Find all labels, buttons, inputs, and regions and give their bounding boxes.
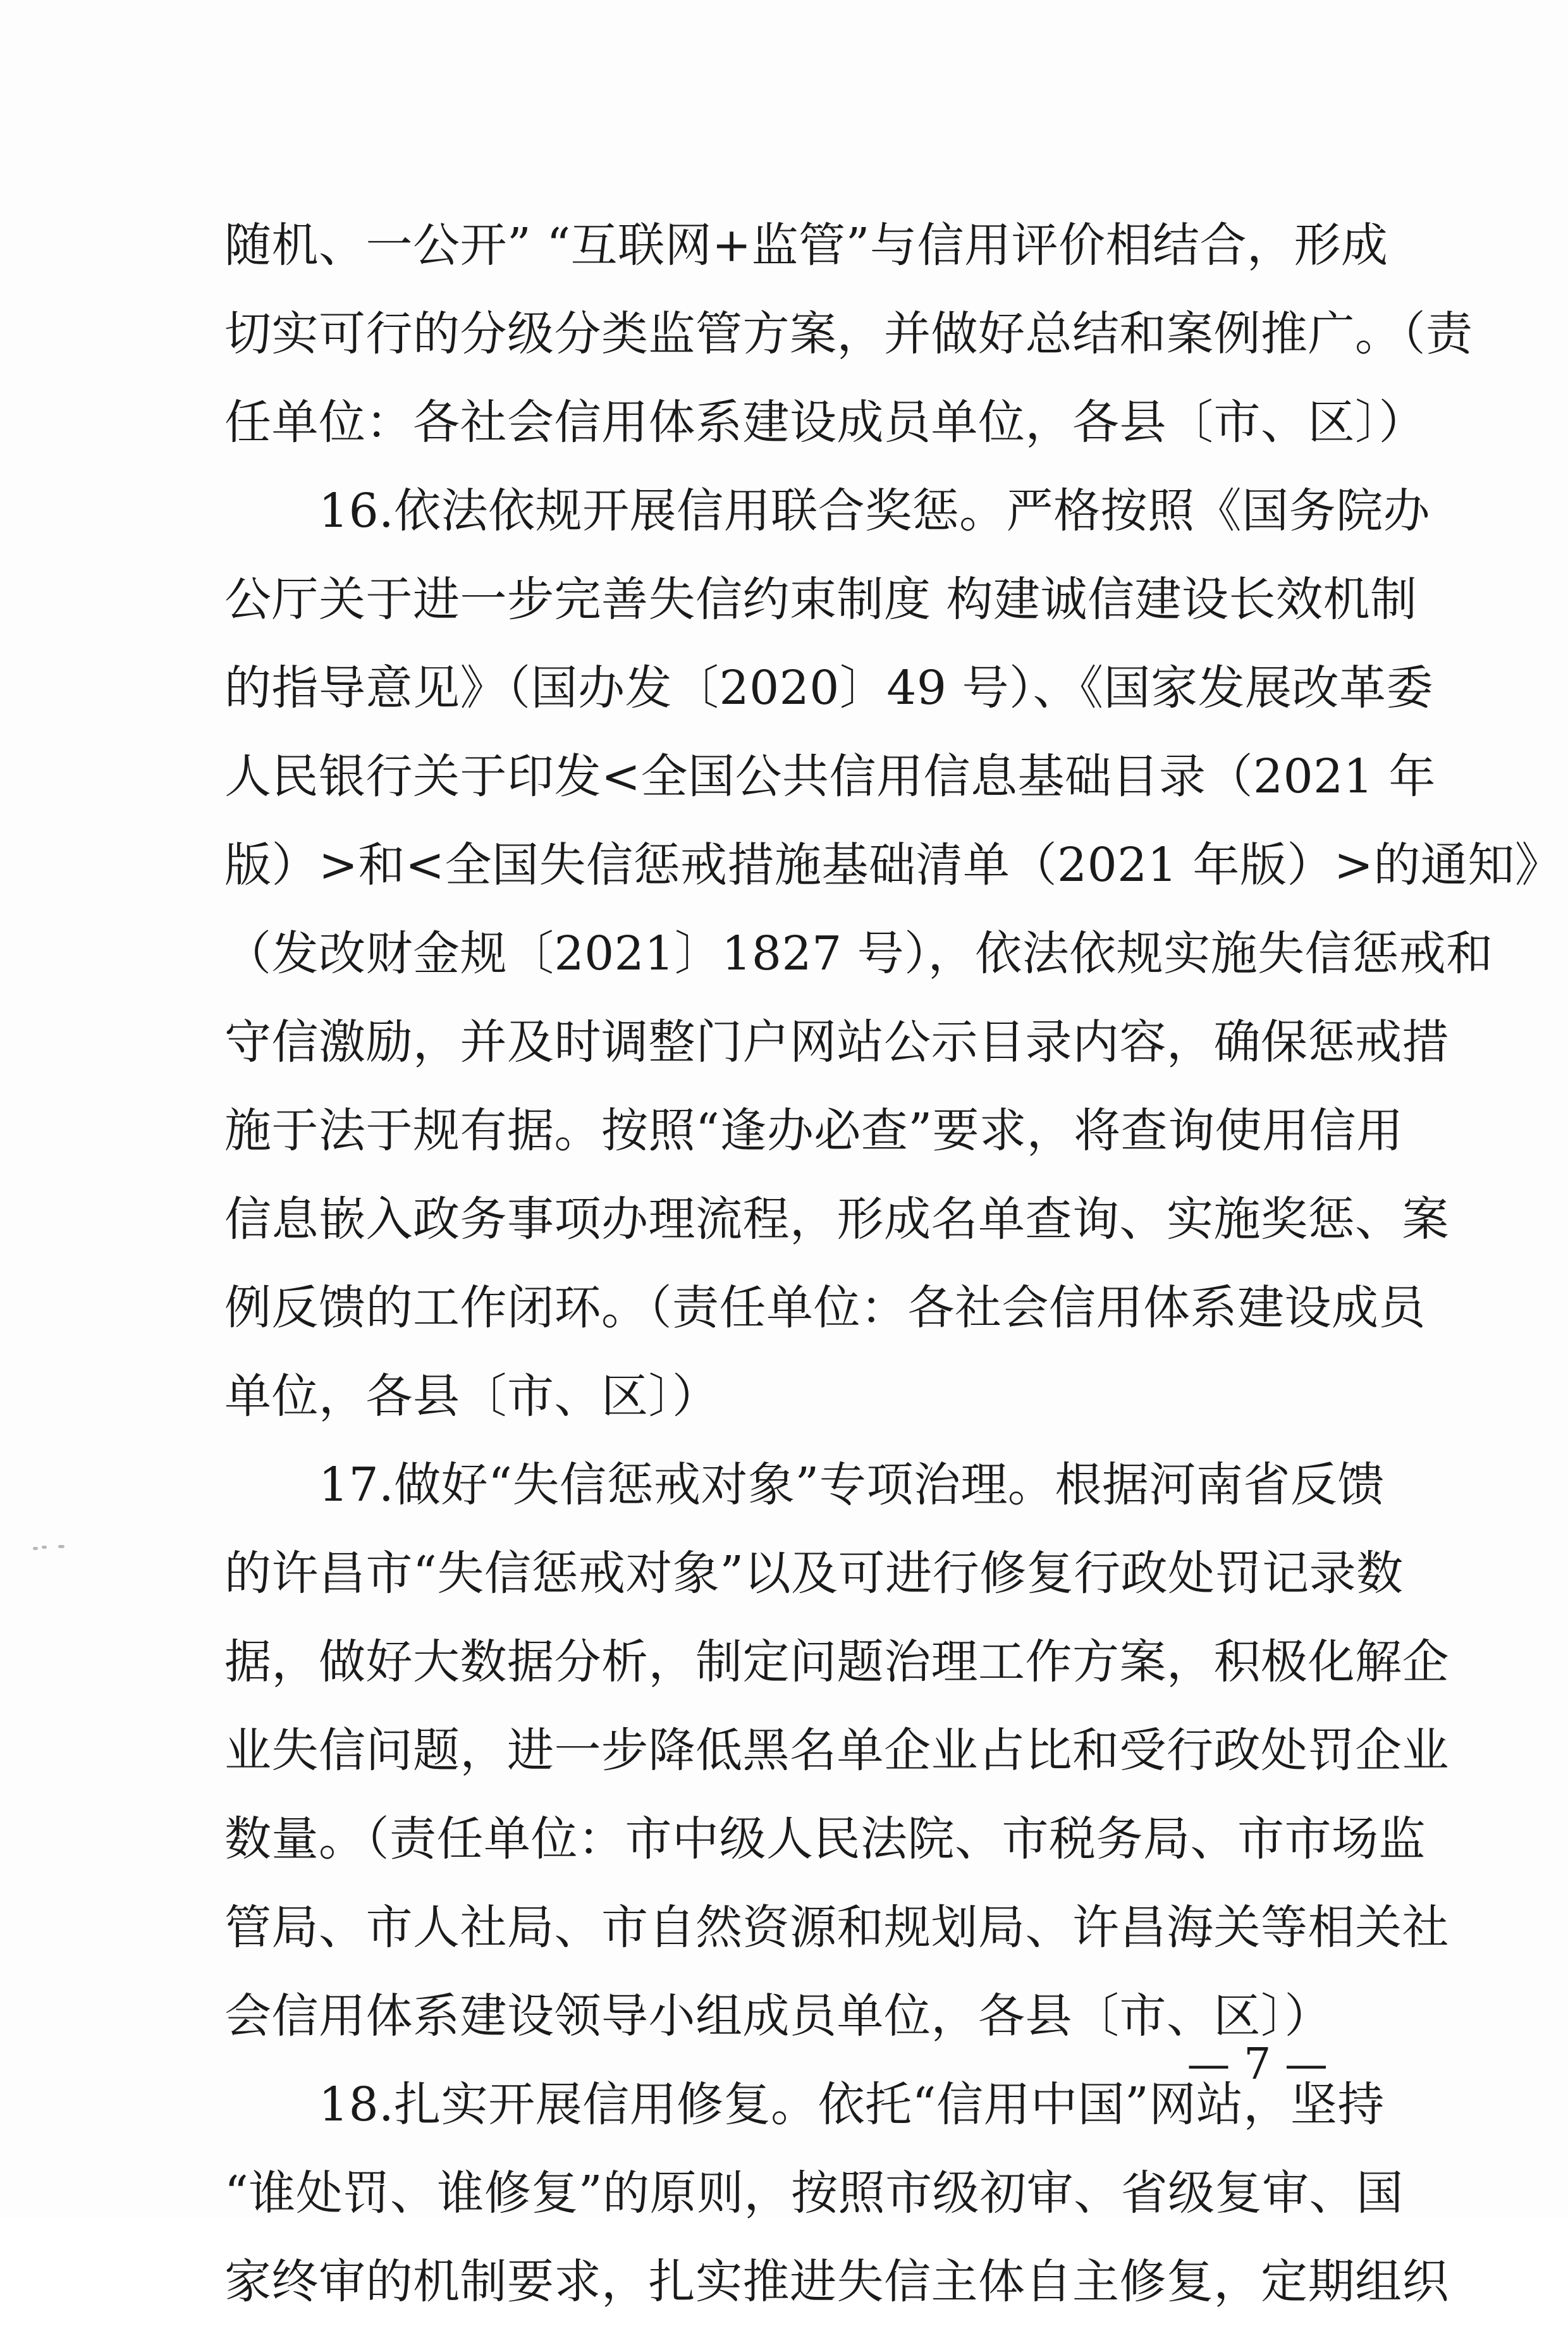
- text-line: 守信激励，并及时调整门户网站公示目录内容，确保惩戒措: [224, 1015, 1449, 1069]
- text-line: 的指导意见》（国办发〔2020〕49 号）、《国家发展改革委: [224, 661, 1434, 715]
- text-line: 的许昌市“失信惩戒对象”以及可进行修复行政处罚记录数: [224, 1546, 1404, 1601]
- text-line: 信息嵌入政务事项办理流程，形成名单查询、实施奖惩、案: [224, 1192, 1449, 1246]
- text-line: （发改财金规〔2021〕1827 号），依法依规实施失信惩戒和: [224, 926, 1493, 981]
- text-line: 任单位：各社会信用体系建设成员单位，各县〔市、区〕）: [224, 395, 1426, 450]
- scan-speck: [33, 1543, 83, 1556]
- text-line: 家终审的机制要求，扎实推进失信主体自主修复，定期组织: [224, 2255, 1449, 2309]
- body-text: [224, 201, 1562, 2326]
- paragraph-16-start: 16.依法依规开展信用联合奖惩。严格按照《国务院办: [224, 484, 1431, 538]
- text-line: 人民银行关于印发<全国公共信用信息基础目录（2021 年: [224, 749, 1436, 804]
- text-line: 业失信问题，进一步降低黑名单企业占比和受行政处罚企业: [224, 1723, 1449, 1778]
- text-line: 管局、市人社局、市自然资源和规划局、许昌海关等相关社: [224, 1900, 1449, 1955]
- text-line: 例反馈的工作闭环。（责任单位：各社会信用体系建设成员: [224, 1281, 1426, 1335]
- text-line: 单位，各县〔市、区〕）: [224, 1369, 720, 1424]
- text-line: 版）>和<全国失信惩戒措施基础清单（2021 年版）>的通知》: [224, 838, 1562, 892]
- text-line: “谁处罚、谁修复”的原则，按照市级初审、省级复审、国: [224, 2166, 1404, 2220]
- page-number: — 7 —: [1187, 2040, 1328, 2089]
- text-line: 据，做好大数据分析，制定问题治理工作方案，积极化解企: [224, 1635, 1449, 1689]
- text-line: 随机、一公开” “互联网+监管”与信用评价相结合，形成: [224, 218, 1388, 273]
- paragraph-18-start: 18.扎实开展信用修复。依托“信用中国”网站，坚持: [224, 2077, 1385, 2132]
- paragraph-17-start: 17.做好“失信惩戒对象”专项治理。根据河南省反馈: [224, 1458, 1385, 1512]
- text-line: 公厅关于进一步完善失信约束制度 构建诚信建设长效机制: [224, 572, 1418, 627]
- text-line: 会信用体系建设领导小组成员单位，各县〔市、区〕）: [224, 1989, 1332, 2043]
- text-line: 切实可行的分级分类监管方案，并做好总结和案例推广。（责: [224, 307, 1473, 361]
- text-line: 施于法于规有据。按照“逢办必查”要求，将查询使用信用: [224, 1104, 1404, 1158]
- text-line: 数量。（责任单位：市中级人民法院、市税务局、市市场监: [224, 1812, 1426, 1866]
